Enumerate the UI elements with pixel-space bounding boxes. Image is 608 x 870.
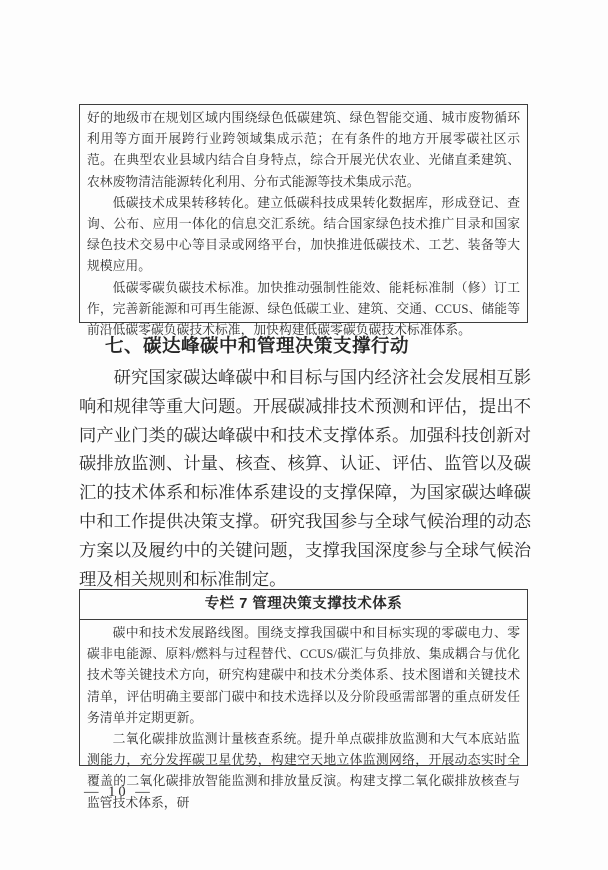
section-body-paragraph: 研究国家碳达峰碳中和目标与国内经济社会发展相互影响和规律等重大问题。开展碳减排技术预测和评估，提出不同产业门类的碳达峰碳中和技术支撑体系。加强科技创新对碳排放监测、计量、核查、核算、认证、评估、监管以及碳汇的技术体系和标准体系建设的支撑保障，为国家碳达峰碳中和工作提供决策支撑。研究我国参与全球气候治理的动态方案以及履约中的关键问题，支撑我国深度参与全球气候治理及相关规则和标准制定。 — [79, 368, 531, 589]
carryover-paragraph-3: 低碳零碳负碳技术标准。加快推动强制性能效、能耗标准制（修）订工作，完善新能源和可再生能源、绿色低碳工业、建筑、交通、CCUS、储能等前沿低碳零碳负碳技术标准，加快构建低碳零碳负碳技术标准体系。 — [87, 280, 520, 338]
column-7-paragraph-1: 碳中和技术发展路线图。围绕支撑我国碳中和目标实现的零碳电力、零碳非电能源、原料/燃料与过程替代、CCUS/碳汇与负排放、集成耦合与优化技术等关键技术方向，研究构建碳中和技术分类体系、技术图谱和关键技术清单，评估明确主要部门碳中和技术选择以及分阶段亟需部署的重点研发任务清单并定期更新。 — [87, 626, 520, 725]
carryover-paragraph-1: 好的地级市在规划区域内围绕绿色低碳建筑、绿色智能交通、城市废物循环利用等方面开展跨行业跨领域集成示范；在有条件的地方开展零碳社区示范。在典型农业县域内结合自身特点，综合开展光伏农业、光储直柔建筑、农林废物清洁能源转化利用、分布式能源等技术集成示范。 — [87, 111, 520, 189]
carryover-paragraph-2: 低碳技术成果转移转化。建立低碳科技成果转化数据库，形成登记、查询、公布、应用一体化的信息交汇系统。结合国家绿色技术推广目录和国家绿色技术交易中心等目录或网络平台，加快推进低碳技术、工艺、装备等大规模应用。 — [87, 195, 520, 274]
page-number: — 10 — — [84, 784, 153, 800]
section-heading: 七、碳达峰碳中和管理决策支撑行动 — [105, 335, 410, 356]
column-7-box-title: 专栏 7 管理决策支撑技术体系 — [80, 590, 527, 620]
carryover-text-box — [79, 104, 528, 338]
column-7-paragraph-2: 二氧化碳排放监测计量核查系统。提升单点碳排放监测和大气本底站监测能力，充分发挥碳卫星优势，构建空天地立体监测网络，开展动态实时全覆盖的二氧化碳排放智能监测和排放量反演。构建支撑二氧化碳排放核查与监管技术体系，研 — [87, 732, 520, 810]
